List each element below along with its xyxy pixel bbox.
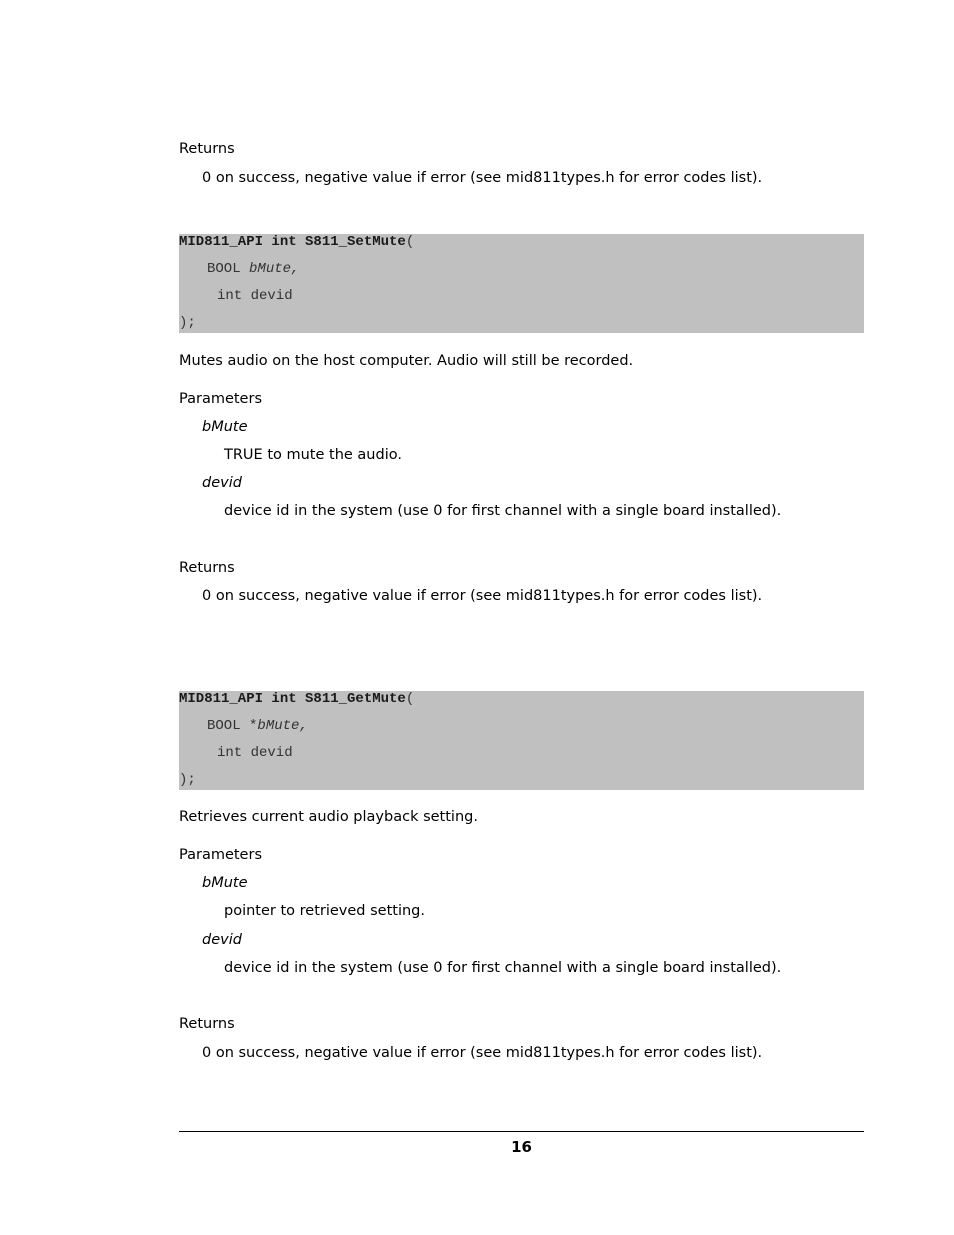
- returns-text: 0 on success, negative value if error (see mid811types.h for error codes list).: [202, 170, 763, 186]
- setmute-returns-heading: Returns: [179, 560, 235, 576]
- param-sep: ,: [291, 261, 300, 277]
- setmute-description: Mutes audio on the host computer. Audio will still be recorded.: [179, 353, 634, 369]
- open-paren: (: [405, 234, 415, 250]
- setmute-param-name: devid: [202, 475, 242, 491]
- getmute-parameters-heading: Parameters: [179, 847, 262, 863]
- footer-divider: [179, 1131, 864, 1132]
- getmute-signature-text: MID811_API int S811_GetMute: [179, 691, 406, 707]
- setmute-code-block: [179, 234, 864, 333]
- getmute-close: );: [179, 772, 196, 788]
- setmute-param2: int devid: [217, 288, 293, 304]
- document-page: [179, 0, 864, 1235]
- getmute-returns-heading: Returns: [179, 1016, 235, 1032]
- param-type: BOOL *: [207, 718, 258, 734]
- param-name: bMute: [257, 718, 300, 734]
- setmute-param-desc: TRUE to mute the audio.: [224, 447, 402, 463]
- open-paren: (: [405, 691, 415, 707]
- getmute-code-block: [179, 691, 864, 790]
- setmute-parameters-heading: Parameters: [179, 391, 262, 407]
- setmute-returns-text: 0 on success, negative value if error (see mid811types.h for error codes list).: [202, 588, 763, 604]
- getmute-param1: [207, 718, 308, 734]
- getmute-signature: [179, 691, 414, 707]
- getmute-param-name: devid: [202, 932, 242, 948]
- page-number: 16: [511, 1138, 532, 1156]
- setmute-param1: [207, 261, 299, 277]
- setmute-signature: [179, 234, 414, 250]
- getmute-param2: int devid: [217, 745, 293, 761]
- getmute-param-desc: device id in the system (use 0 for first channel with a single board installed).: [224, 960, 782, 976]
- returns-heading: Returns: [179, 141, 235, 157]
- getmute-returns-text: 0 on success, negative value if error (see mid811types.h for error codes list).: [202, 1045, 763, 1061]
- setmute-signature-text: MID811_API int S811_SetMute: [179, 234, 406, 250]
- getmute-description: Retrieves current audio playback setting.: [179, 809, 478, 825]
- param-sep: ,: [299, 718, 308, 734]
- getmute-param-name: bMute: [202, 875, 248, 891]
- getmute-param-desc: pointer to retrieved setting.: [224, 903, 425, 919]
- setmute-close: );: [179, 315, 196, 331]
- setmute-param-name: bMute: [202, 419, 248, 435]
- param-name: bMute: [249, 261, 292, 277]
- setmute-param-desc: device id in the system (use 0 for first channel with a single board installed).: [224, 503, 782, 519]
- param-type: BOOL: [207, 261, 250, 277]
